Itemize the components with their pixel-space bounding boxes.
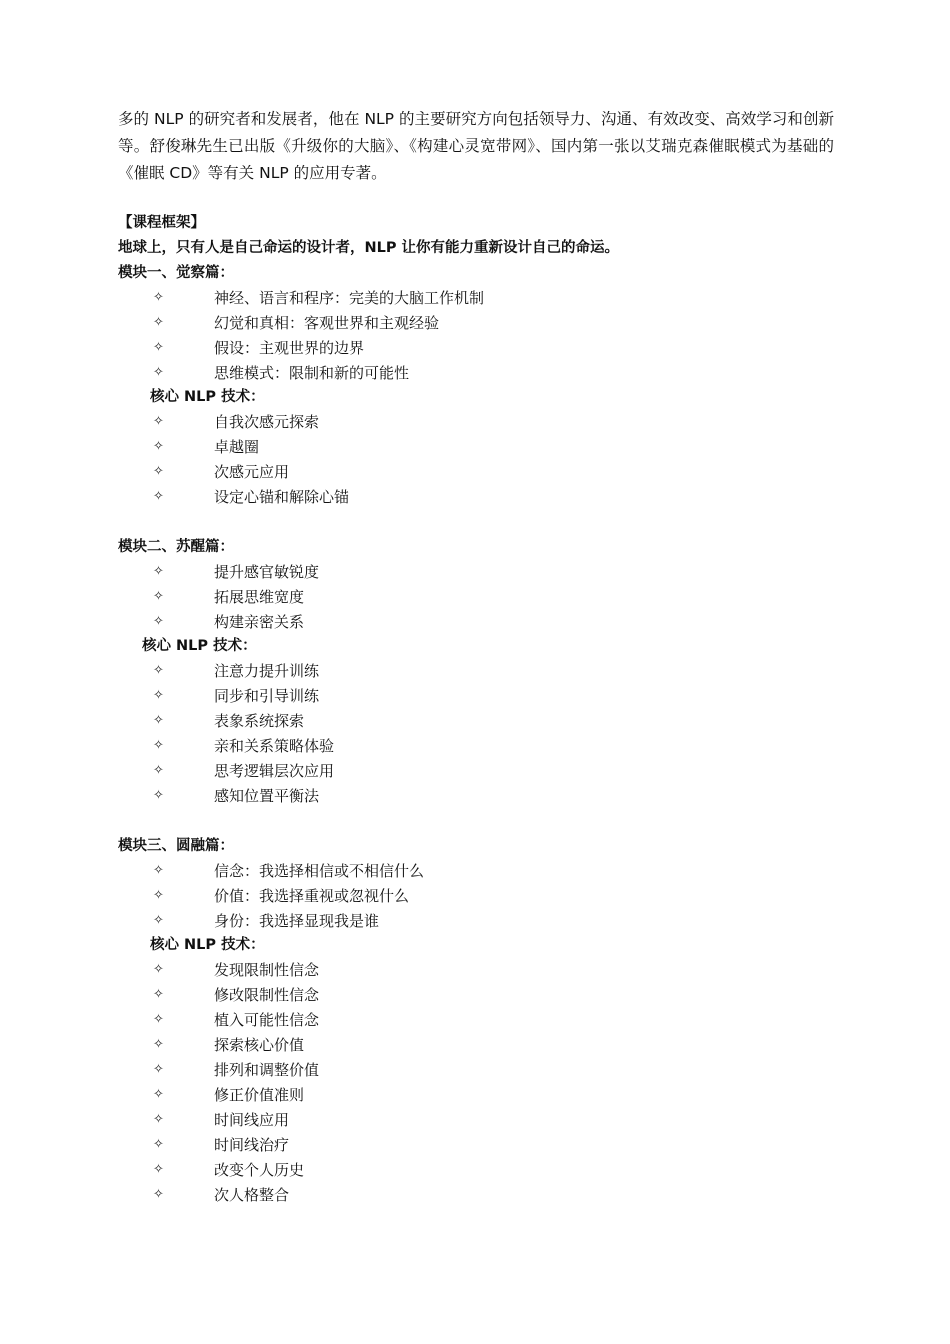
module-3-tech-list — [150, 957, 319, 1207]
list-item — [150, 459, 349, 484]
list-item — [150, 484, 349, 509]
list-item-text: 幻觉和真相：客观世界和主观经验 — [214, 314, 440, 332]
list-item-text: 神经、语言和程序：完美的大脑工作机制 — [214, 289, 485, 307]
diamond-star-icon: ✧ — [153, 340, 164, 355]
list-item — [150, 360, 484, 385]
list-item — [150, 758, 334, 783]
list-item-text: 提升感官敏锐度 — [214, 563, 320, 581]
list-item-text: 感知位置平衡法 — [214, 787, 320, 805]
diamond-star-icon: ✧ — [153, 464, 164, 479]
list-item — [150, 1182, 319, 1207]
list-item — [150, 982, 319, 1007]
diamond-star-icon: ✧ — [153, 1187, 164, 1202]
diamond-star-icon: ✧ — [153, 489, 164, 504]
module-1-tech-list — [150, 409, 349, 509]
diamond-star-icon: ✧ — [153, 290, 164, 305]
list-item — [150, 708, 334, 733]
list-item — [150, 609, 319, 634]
list-item — [150, 683, 334, 708]
list-item-text: 发现限制性信念 — [214, 961, 320, 979]
diamond-star-icon: ✧ — [153, 1162, 164, 1177]
diamond-star-icon: ✧ — [153, 439, 164, 454]
diamond-star-icon: ✧ — [153, 414, 164, 429]
list-item — [150, 1032, 319, 1057]
list-item-text: 时间线应用 — [214, 1111, 290, 1129]
list-item — [150, 1057, 319, 1082]
list-item — [150, 858, 424, 883]
list-item — [150, 658, 334, 683]
diamond-star-icon: ✧ — [153, 962, 164, 977]
module-3-tech-title: 核心 NLP 技术： — [150, 937, 265, 953]
intro-paragraph-block — [118, 106, 834, 187]
list-item-text: 同步和引导训练 — [214, 687, 320, 705]
diamond-star-icon: ✧ — [153, 788, 164, 803]
list-item-text: 表象系统探索 — [214, 712, 305, 730]
list-item-text: 自我次感元探索 — [214, 413, 320, 431]
diamond-star-icon: ✧ — [153, 1062, 164, 1077]
module-3-title: 模块三、圆融篇： — [118, 838, 234, 854]
list-item-text: 价值：我选择重视或忽视什么 — [214, 887, 410, 905]
diamond-star-icon: ✧ — [153, 564, 164, 579]
list-item — [150, 409, 349, 434]
diamond-star-icon: ✧ — [153, 987, 164, 1002]
list-item-text: 身份：我选择显现我是谁 — [214, 912, 380, 930]
list-item — [150, 908, 424, 933]
list-item — [150, 285, 484, 310]
diamond-star-icon: ✧ — [153, 913, 164, 928]
diamond-star-icon: ✧ — [153, 713, 164, 728]
list-item-text: 植入可能性信念 — [214, 1011, 320, 1029]
list-item — [150, 1107, 319, 1132]
list-item — [150, 1082, 319, 1107]
list-item — [150, 733, 334, 758]
list-item-text: 假设：主观世界的边界 — [214, 339, 365, 357]
list-item — [150, 559, 319, 584]
module-3-item-list — [150, 858, 424, 933]
list-item-text: 排列和调整价值 — [214, 1061, 320, 1079]
intro-paragraph: 多的 NLP 的研究者和发展者，他在 NLP 的主要研究方向包括领导力、沟通、有效改变、高效学习和创新等。舒俊琳先生已出版《升级你的大脑》、《构建心灵宽带网》、国内第一张以艾瑞克森催眠模式为基础的《催眠 CD》等有关 NLP 的应用专著。 — [118, 110, 834, 182]
diamond-star-icon: ✧ — [153, 1012, 164, 1027]
diamond-star-icon: ✧ — [153, 663, 164, 678]
list-item-text: 时间线治疗 — [214, 1136, 290, 1154]
list-item — [150, 434, 349, 459]
list-item-text: 卓越圈 — [214, 438, 260, 456]
diamond-star-icon: ✧ — [153, 738, 164, 753]
diamond-star-icon: ✧ — [153, 614, 164, 629]
list-item-text: 亲和关系策略体验 — [214, 737, 335, 755]
list-item — [150, 335, 484, 360]
list-item-text: 思维模式：限制和新的可能性 — [214, 364, 410, 382]
module-1-title: 模块一、觉察篇： — [118, 265, 234, 281]
list-item-text: 拓展思维宽度 — [214, 588, 305, 606]
list-item-text: 修改限制性信念 — [214, 986, 320, 1004]
module-1-tech-title: 核心 NLP 技术： — [150, 389, 265, 405]
list-item — [150, 1007, 319, 1032]
course-tagline: 地球上，只有人是自己命运的设计者，NLP 让你有能力重新设计自己的命运。 — [118, 240, 620, 256]
diamond-star-icon: ✧ — [153, 365, 164, 380]
list-item-text: 设定心锚和解除心锚 — [214, 488, 350, 506]
diamond-star-icon: ✧ — [153, 863, 164, 878]
diamond-star-icon: ✧ — [153, 763, 164, 778]
list-item-text: 次感元应用 — [214, 463, 290, 481]
list-item — [150, 584, 319, 609]
list-item — [150, 957, 319, 982]
list-item-text: 思考逻辑层次应用 — [214, 762, 335, 780]
module-2-tech-list — [150, 658, 334, 808]
diamond-star-icon: ✧ — [153, 1037, 164, 1052]
diamond-star-icon: ✧ — [153, 1087, 164, 1102]
diamond-star-icon: ✧ — [153, 315, 164, 330]
list-item — [150, 310, 484, 335]
diamond-star-icon: ✧ — [153, 589, 164, 604]
diamond-star-icon: ✧ — [153, 1112, 164, 1127]
list-item-text: 改变个人历史 — [214, 1161, 305, 1179]
diamond-star-icon: ✧ — [153, 688, 164, 703]
list-item-text: 修正价值准则 — [214, 1086, 305, 1104]
module-1-item-list — [150, 285, 484, 385]
course-framework-heading: 【课程框架】 — [118, 215, 205, 231]
list-item — [150, 783, 334, 808]
module-2-title: 模块二、苏醒篇： — [118, 539, 234, 555]
module-2-item-list — [150, 559, 319, 634]
list-item-text: 信念：我选择相信或不相信什么 — [214, 862, 425, 880]
list-item-text: 次人格整合 — [214, 1186, 290, 1204]
list-item-text: 注意力提升训练 — [214, 662, 320, 680]
module-2-tech-title: 核心 NLP 技术： — [142, 638, 257, 654]
list-item-text: 探索核心价值 — [214, 1036, 305, 1054]
list-item — [150, 1157, 319, 1182]
list-item — [150, 883, 424, 908]
list-item-text: 构建亲密关系 — [214, 613, 305, 631]
diamond-star-icon: ✧ — [153, 888, 164, 903]
list-item — [150, 1132, 319, 1157]
diamond-star-icon: ✧ — [153, 1137, 164, 1152]
